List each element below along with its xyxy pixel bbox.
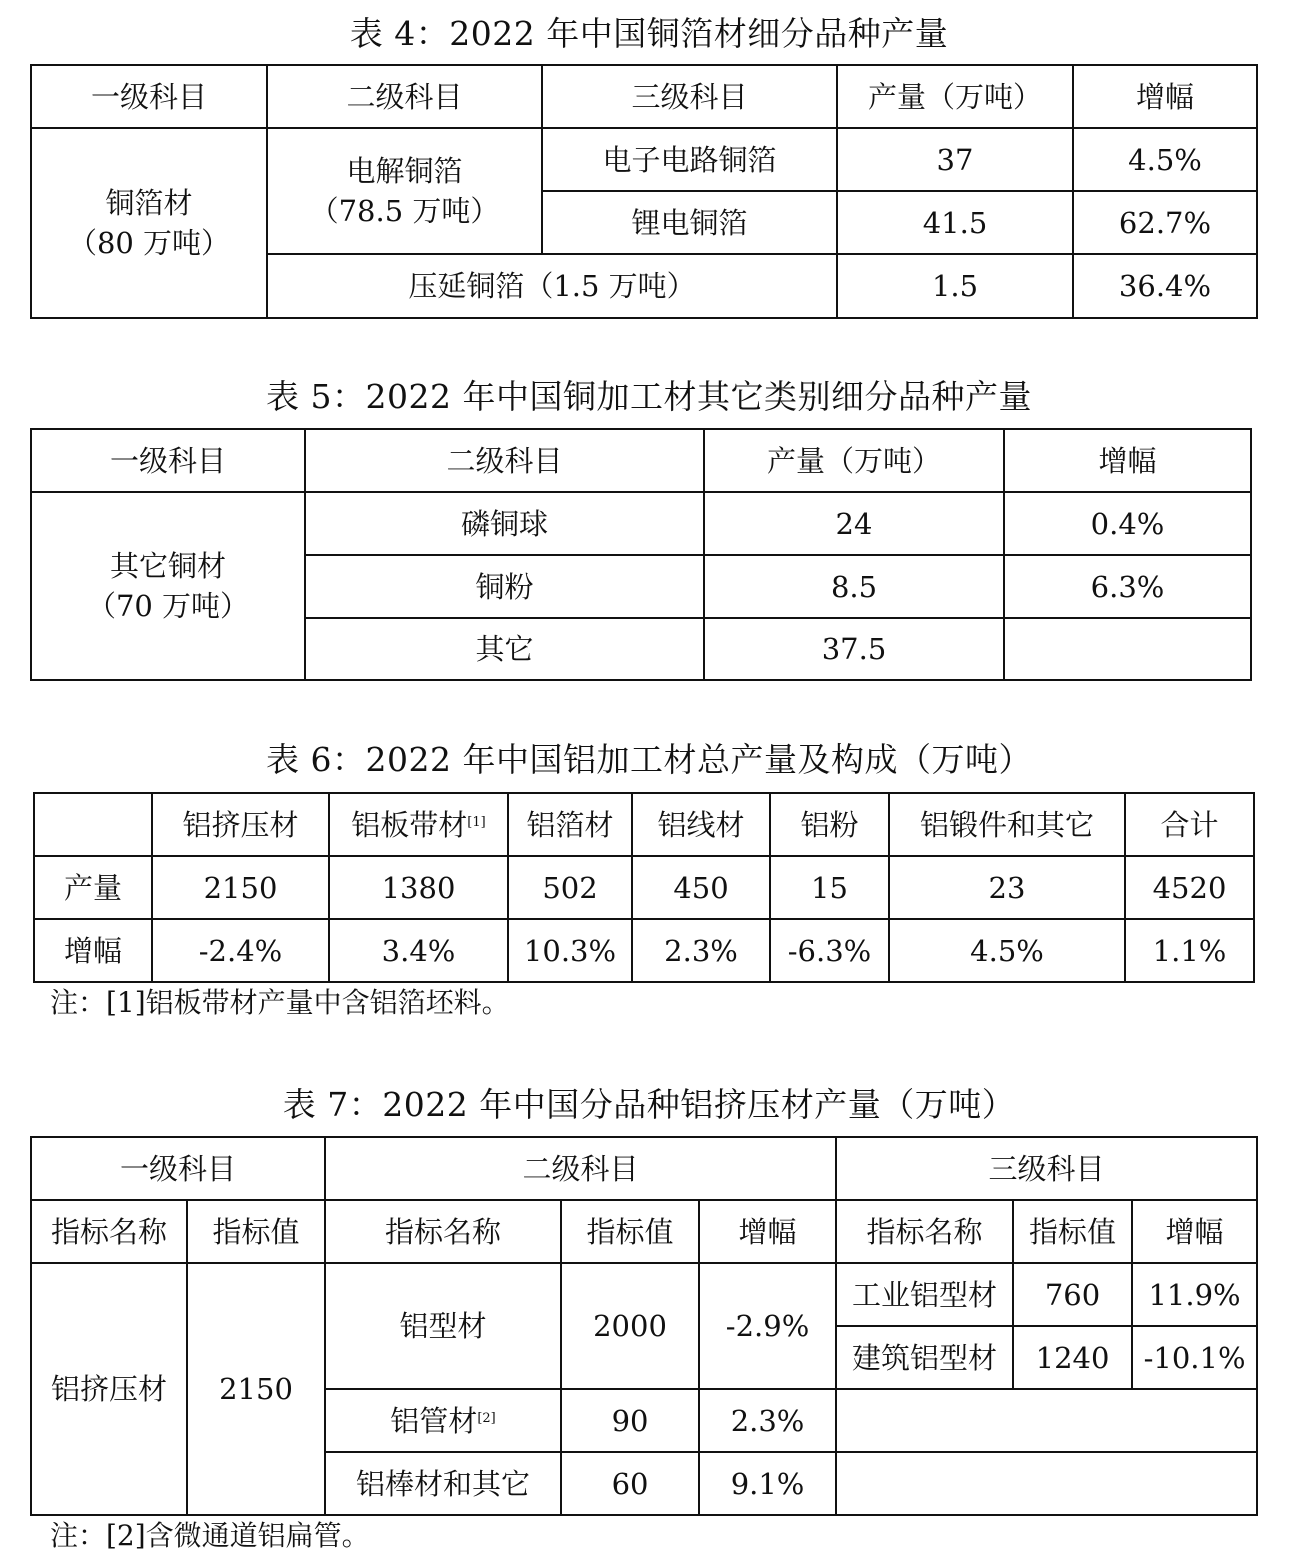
t7-footnote-mark: [2]: [477, 1410, 496, 1426]
t4-level2-electrolytic: [267, 128, 542, 254]
t7-profile-value: 2000: [561, 1263, 699, 1389]
t7-sub-l2-growth: 增幅: [699, 1200, 836, 1263]
t4-level1-total: （80 万吨）: [67, 226, 231, 260]
t7-tube-value: 90: [561, 1389, 699, 1452]
t6-header-sheet-label: 铝板带材: [351, 807, 468, 842]
t6-row-growth-label: 增幅: [34, 919, 152, 982]
t4-level2-a-name: 电解铜箔: [346, 154, 463, 188]
t7-profile-name: 铝型材: [325, 1263, 561, 1389]
t7-building-name: 建筑铝型材: [836, 1326, 1013, 1389]
t6-header-foil: 铝箔材: [508, 793, 632, 856]
t6-footnote-mark: [1]: [467, 814, 486, 830]
t6-row-output-label: 产量: [34, 856, 152, 919]
t4-level2-rolled: 压延铜箔（1.5 万吨）: [267, 254, 837, 318]
t6-growth-sheet: 3.4%: [329, 919, 508, 982]
t4-row2-name: 锂电铜箔: [542, 191, 837, 254]
t4-row2-output: 41.5: [837, 191, 1073, 254]
t6-growth-extrusion: -2.4%: [152, 919, 329, 982]
t4-header-level2: 二级科目: [267, 65, 542, 128]
t6-output-total: 4520: [1125, 856, 1254, 919]
t4-row2-growth: 62.7%: [1073, 191, 1257, 254]
t5-row3-name: 其它: [305, 618, 704, 680]
table5-title: 表 5：2022 年中国铜加工材其它类别细分品种产量: [266, 377, 1032, 416]
t7-group-level2: 二级科目: [325, 1137, 836, 1200]
t6-growth-powder: -6.3%: [770, 919, 889, 982]
t4-rolled-growth: 36.4%: [1073, 254, 1257, 318]
t5-row2-name: 铜粉: [305, 555, 704, 618]
t7-sub-l2-value: 指标值: [561, 1200, 699, 1263]
t5-row2-growth: 6.3%: [1004, 555, 1251, 618]
table7-note: 注：[2]含微通道铝扁管。: [50, 1519, 370, 1552]
table6-title: 表 6：2022 年中国铝加工材总产量及构成（万吨）: [266, 740, 1032, 779]
t6-header-wire: 铝线材: [632, 793, 770, 856]
t6-growth-total: 1.1%: [1125, 919, 1254, 982]
t4-rolled-output: 1.5: [837, 254, 1073, 318]
t7-group-level1: 一级科目: [31, 1137, 325, 1200]
t4-row1-name: 电子电路铜箔: [542, 128, 837, 191]
table7-title: 表 7：2022 年中国分品种铝挤压材产量（万吨）: [282, 1085, 1016, 1124]
t4-level2-a-total: （78.5 万吨）: [309, 194, 500, 228]
table6: [33, 792, 1255, 983]
t5-row1-name: 磷铜球: [305, 492, 704, 555]
t4-header-level1: 一级科目: [31, 65, 267, 128]
t4-level1-name: 铜箔材: [105, 186, 193, 220]
t4-row1-growth: 4.5%: [1073, 128, 1257, 191]
t7-level1-name: 铝挤压材: [31, 1263, 187, 1515]
t5-row3-output: 37.5: [704, 618, 1004, 680]
t7-sub-l3-name: 指标名称: [836, 1200, 1013, 1263]
t7-building-value: 1240: [1013, 1326, 1132, 1389]
t7-level1-value: 2150: [187, 1263, 325, 1515]
t7-group-level3: 三级科目: [836, 1137, 1257, 1200]
t7-industrial-growth: 11.9%: [1132, 1263, 1257, 1326]
t7-tube-label: 铝管材: [390, 1403, 478, 1438]
t7-rod-value: 60: [561, 1452, 699, 1515]
t5-row2-output: 8.5: [704, 555, 1004, 618]
t5-level1-total: （70 万吨）: [86, 589, 250, 623]
t6-header-extrusion: 铝挤压材: [152, 793, 329, 856]
t7-sub-l1-name: 指标名称: [31, 1200, 187, 1263]
t7-empty-cell-2: [836, 1452, 1257, 1515]
t7-industrial-name: 工业铝型材: [836, 1263, 1013, 1326]
t5-row1-growth: 0.4%: [1004, 492, 1251, 555]
t7-tube-name: [325, 1389, 561, 1452]
t4-header-level3: 三级科目: [542, 65, 837, 128]
t6-output-extrusion: 2150: [152, 856, 329, 919]
t7-building-growth: -10.1%: [1132, 1326, 1257, 1389]
t6-output-foil: 502: [508, 856, 632, 919]
t6-growth-wire: 2.3%: [632, 919, 770, 982]
t7-rod-growth: 9.1%: [699, 1452, 836, 1515]
t6-output-wire: 450: [632, 856, 770, 919]
t6-header-corner: [34, 793, 152, 856]
t5-row1-output: 24: [704, 492, 1004, 555]
t6-header-powder: 铝粉: [770, 793, 889, 856]
t7-profile-growth: -2.9%: [699, 1263, 836, 1389]
t7-industrial-value: 760: [1013, 1263, 1132, 1326]
t5-header-level2: 二级科目: [305, 429, 704, 492]
t5-row3-growth: [1004, 618, 1251, 680]
t4-row1-output: 37: [837, 128, 1073, 191]
t5-level1-cell: [31, 492, 305, 680]
t6-output-forging: 23: [889, 856, 1125, 919]
t7-tube-growth: 2.3%: [699, 1389, 836, 1452]
t4-header-growth: 增幅: [1073, 65, 1257, 128]
t7-sub-l2-name: 指标名称: [325, 1200, 561, 1263]
t6-output-powder: 15: [770, 856, 889, 919]
t7-sub-l3-growth: 增幅: [1132, 1200, 1257, 1263]
t5-header-output: 产量（万吨）: [704, 429, 1004, 492]
t6-header-forging: 铝锻件和其它: [889, 793, 1125, 856]
table5: [30, 428, 1252, 681]
t7-sub-l1-value: 指标值: [187, 1200, 325, 1263]
t5-header-level1: 一级科目: [31, 429, 305, 492]
t6-header-sheet: [329, 793, 508, 856]
t7-sub-l3-value: 指标值: [1013, 1200, 1132, 1263]
t6-output-sheet: 1380: [329, 856, 508, 919]
t5-header-growth: 增幅: [1004, 429, 1251, 492]
t7-rod-name: 铝棒材和其它: [325, 1452, 561, 1515]
table7: [30, 1136, 1258, 1516]
table4: [30, 64, 1258, 319]
table4-title: 表 4：2022 年中国铜箔材细分品种产量: [349, 14, 949, 53]
t6-growth-foil: 10.3%: [508, 919, 632, 982]
table6-note: 注：[1]铝板带材产量中含铝箔坯料。: [50, 986, 510, 1019]
t6-growth-forging: 4.5%: [889, 919, 1125, 982]
t7-empty-cell-1: [836, 1389, 1257, 1452]
t4-header-output: 产量（万吨）: [837, 65, 1073, 128]
t6-header-total: 合计: [1125, 793, 1254, 856]
t5-level1-name: 其它铜材: [109, 549, 226, 583]
t4-level1-cell: [31, 128, 267, 318]
